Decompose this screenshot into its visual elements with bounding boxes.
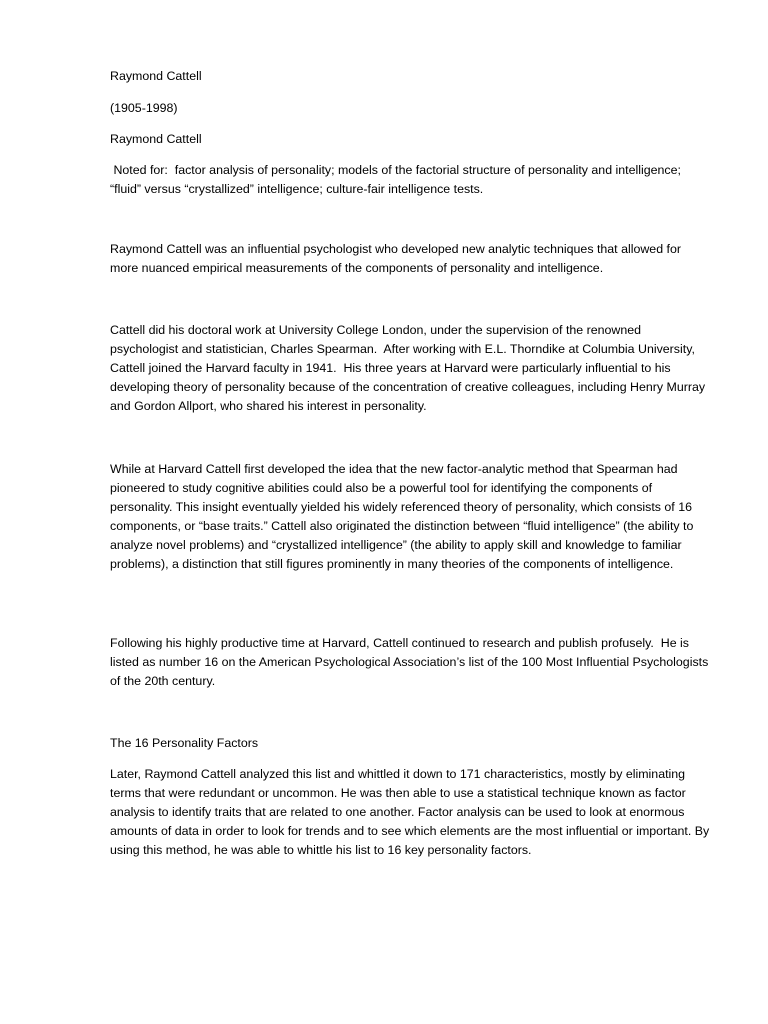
section-heading: The 16 Personality Factors — [110, 736, 259, 750]
legacy-paragraph: Following his highly productive time at Harvard, Cattell continued to research and publish profusely. He is listed as number 16 on the American Psychological Association’s list of the 100 Most Influential Psychologists of the 20th century. — [110, 636, 712, 688]
noted-for-paragraph: Noted for: factor analysis of personality; models of the factorial structure of personality and intelligence; “fluid” versus “crystallized” intelligence; culture-fair intelligence tests. — [110, 163, 685, 196]
name-repeat: Raymond Cattell — [110, 132, 202, 146]
harvard-paragraph: While at Harvard Cattell first developed the idea that the new factor-analytic method that Spearman had pioneered to study cognitive abilities could also be a powerful tool for identifying the components of personality. This insight eventually yielded his widely referenced theory of personality, which consists of 16 components, or “base traits.” Cattell also originated the distinction between “fluid intelligence” (the ability to analyze novel problems) and “crystallized intelligence” (the ability to apply skill and knowledge to familiar problems), a distinction that still figures prominently in many theories of the components of intelligence. — [110, 462, 694, 571]
personality-factors-paragraph: Later, Raymond Cattell analyzed this list and whittled it down to 171 characteristics, mostly by eliminating terms that were redundant or uncommon. He was then able to use a statistical technique known as factor analysis to identify traits that are related to one another. Factor analysis can be used to look at enormous amounts of data in order to look for trends and to see which elements are the most influential or important. By using this method, he was able to whittle his list to 16 key personality factors. — [110, 767, 710, 857]
life-dates: (1905-1998) — [110, 101, 178, 115]
document-title: Raymond Cattell — [110, 69, 202, 83]
intro-paragraph: Raymond Cattell was an influential psychologist who developed new analytic techniques that allowed for more nuanced empirical measurements of the components of personality and intelligence. — [110, 242, 681, 275]
education-paragraph: Cattell did his doctoral work at University College London, under the supervision of the renowned psychologist and statistician, Charles Spearman. After working with E.L. Thorndike at Columbia University, Cattell joined the Harvard faculty in 1941. His three years at Harvard were particularly influential to his developing theory of personality because of the concentration of creative colleagues, including Henry Murray and Gordon Allport, who shared his interest in personality. — [110, 323, 709, 413]
